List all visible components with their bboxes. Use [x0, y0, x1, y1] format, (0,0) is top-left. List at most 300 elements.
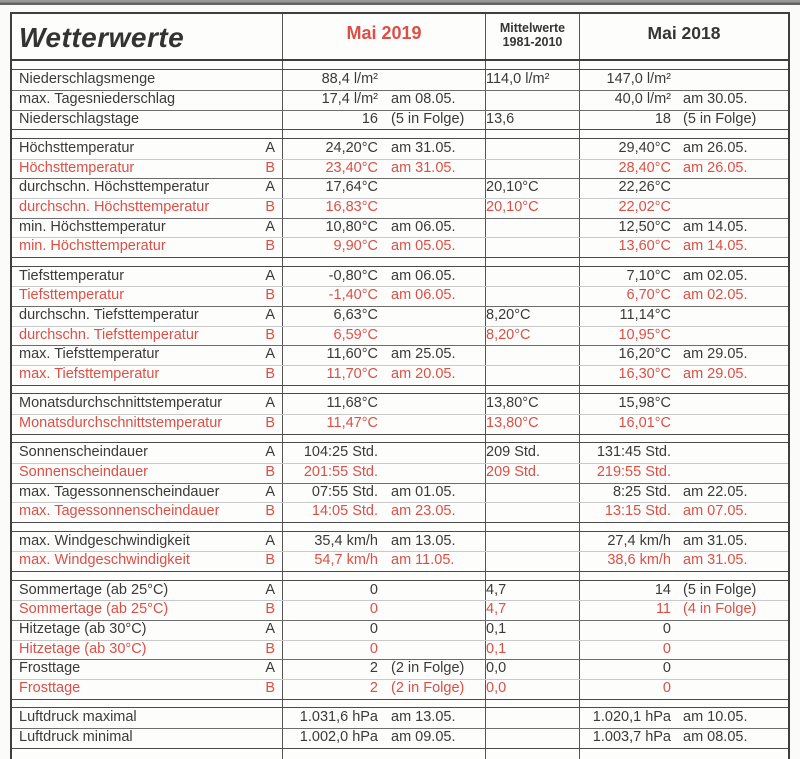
row-label: durchschn. Tiefsttemperatur — [19, 326, 199, 343]
value-2019: 16,83°C — [325, 198, 378, 215]
value-2018: 8:25 Std. — [612, 483, 671, 500]
table-row — [12, 178, 788, 198]
section-spacer — [12, 522, 788, 532]
column-header-mittelwerte — [486, 14, 580, 59]
ab-flag: B — [265, 552, 275, 569]
row-label: Hitzetage (ab 30°C) — [19, 640, 147, 657]
table-row — [12, 159, 788, 179]
ab-flag: B — [265, 414, 275, 431]
spacer-cell — [283, 748, 486, 759]
note-2018: am 14.05. — [683, 238, 748, 255]
table-row — [12, 414, 788, 434]
note-2019: am 01.05. — [391, 483, 456, 500]
value-2018: 219:55 Std. — [596, 464, 671, 481]
spacer-cell — [283, 257, 486, 267]
mittelwerte-cell — [486, 483, 580, 503]
note-2018: am 31.05. — [683, 552, 748, 569]
mai-2019-cell — [283, 326, 486, 346]
parameter-cell — [12, 365, 283, 385]
mai-2019-cell — [283, 198, 486, 218]
ab-flag: A — [265, 621, 275, 638]
value-2019: 1.002,0 hPa — [299, 729, 378, 746]
mai-2018-cell — [580, 267, 788, 287]
value-2019: 35,4 km/h — [314, 532, 378, 549]
mai-2019-cell — [283, 600, 486, 620]
note-2018: am 02.05. — [683, 287, 748, 304]
value-2018: 16,01°C — [618, 414, 671, 431]
parameter-cell — [12, 70, 283, 90]
table-row — [12, 620, 788, 640]
note-2018: am 29.05. — [683, 346, 748, 363]
spacer-cell — [486, 571, 580, 581]
value-2019: 201:55 Std. — [303, 464, 378, 481]
value-2019: 54,7 km/h — [314, 552, 378, 569]
value-2018: 16,30°C — [618, 365, 671, 382]
mai-2019-cell — [283, 110, 486, 130]
table-row — [12, 345, 788, 365]
row-label: durchschn. Tiefsttemperatur — [19, 306, 199, 323]
value-2018: 131:45 Std. — [596, 444, 671, 461]
mittelwerte-cell — [486, 443, 580, 463]
mai-2019-cell — [283, 728, 486, 748]
mai-2019-cell — [283, 365, 486, 385]
mai-2019-cell — [283, 483, 486, 503]
parameter-cell — [12, 110, 283, 130]
mittelwerte-cell — [486, 159, 580, 179]
mai-2019-cell — [283, 463, 486, 483]
parameter-cell — [12, 443, 283, 463]
note-2019: (2 in Folge) — [391, 660, 465, 677]
note-2018: am 26.05. — [683, 159, 748, 176]
parameter-cell — [12, 178, 283, 198]
column-header-mai-2019: Mai 2019 — [283, 14, 486, 59]
table-body — [12, 61, 788, 759]
value-2018: 0 — [662, 660, 671, 677]
ab-flag — [258, 708, 282, 728]
mai-2018-cell — [580, 286, 788, 306]
row-label: Luftdruck minimal — [19, 729, 133, 746]
value-2019: 23,40°C — [325, 159, 378, 176]
row-label: Sonnenscheindauer — [19, 444, 148, 461]
section-spacer — [12, 571, 788, 581]
table-row — [12, 326, 788, 346]
mai-2018-cell — [580, 394, 788, 414]
mai-2018-cell — [580, 139, 788, 159]
value-mittelwerte — [486, 160, 492, 176]
ab-flag — [258, 90, 282, 110]
value-mittelwerte: 209 Std. — [486, 444, 541, 461]
mai-2018-cell — [580, 159, 788, 179]
value-2019: 2 — [369, 660, 378, 677]
ab-flag: B — [265, 503, 275, 520]
row-label: durchschn. Höchsttemperatur — [19, 198, 210, 215]
value-2018: 29,40°C — [618, 140, 671, 157]
note-2019: am 06.05. — [391, 218, 456, 235]
spacer-cell — [283, 699, 486, 709]
mai-2019-cell — [283, 502, 486, 522]
value-mittelwerte: 0,0 — [486, 660, 507, 677]
mittelwerte-cell — [486, 620, 580, 640]
table-row — [12, 483, 788, 503]
table-row — [12, 306, 788, 326]
value-2019: 0 — [369, 601, 378, 618]
value-mittelwerte: 0,0 — [486, 680, 507, 697]
parameter-cell — [12, 345, 283, 365]
mittelwerte-cell — [486, 551, 580, 571]
row-label: Sommertage (ab 25°C) — [19, 581, 169, 598]
ab-flag: B — [265, 287, 275, 304]
note-2019: am 20.05. — [391, 365, 456, 382]
parameter-cell — [12, 218, 283, 238]
parameter-cell — [12, 502, 283, 522]
value-2018: 40,0 l/m² — [614, 90, 671, 107]
mai-2018-cell — [580, 728, 788, 748]
value-2019: 24,20°C — [325, 140, 378, 157]
mittelwerte-cell — [486, 345, 580, 365]
value-mittelwerte: 0,1 — [486, 640, 507, 657]
note-2018: am 07.05. — [683, 503, 748, 520]
mai-2019-cell — [283, 443, 486, 463]
mai-2018-cell — [580, 237, 788, 257]
row-label: Niederschlagstage — [19, 110, 140, 127]
mai-2018-cell — [580, 326, 788, 346]
spacer-cell — [486, 748, 580, 759]
mai-2018-cell — [580, 198, 788, 218]
mittelwerte-cell — [486, 659, 580, 679]
column-header-mai-2018: Mai 2018 — [647, 23, 721, 43]
page-title: Wetterwerte — [12, 14, 283, 59]
ab-flag: B — [265, 464, 275, 481]
ab-flag: A — [265, 306, 275, 323]
spacer-cell — [486, 699, 580, 709]
ab-flag — [258, 728, 282, 748]
note-2019: am 06.05. — [391, 287, 456, 304]
value-mittelwerte: 114,0 l/m² — [486, 71, 550, 88]
note-2018: (5 in Folge) — [683, 581, 757, 598]
ab-flag: B — [265, 326, 275, 343]
row-label: Tiefsttemperatur — [19, 287, 125, 304]
value-mittelwerte — [486, 91, 492, 107]
note-2019: am 05.05. — [391, 238, 456, 255]
value-2018: 10,95°C — [618, 326, 671, 343]
ab-flag: B — [265, 680, 275, 697]
mittelwerte-cell — [486, 90, 580, 110]
note-2019: (5 in Folge) — [391, 110, 465, 127]
value-2018: 0 — [662, 640, 671, 657]
note-2019: (2 in Folge) — [391, 680, 465, 697]
value-2019: -0,80°C — [328, 267, 378, 284]
row-label: max. Tagessonnenscheindauer — [19, 483, 220, 500]
spacer-cell — [12, 61, 283, 71]
table-row — [12, 551, 788, 571]
table-row — [12, 286, 788, 306]
value-2019: 2 — [369, 680, 378, 697]
table-row — [12, 90, 788, 110]
value-2018: 13:15 Std. — [604, 503, 671, 520]
note-2019: am 25.05. — [391, 346, 456, 363]
value-mittelwerte: 209 Std. — [486, 464, 541, 481]
mittelwerte-cell — [486, 679, 580, 699]
mai-2019-cell — [283, 659, 486, 679]
value-2019: 11,68°C — [326, 395, 378, 412]
weather-table — [10, 12, 790, 759]
spacer-cell — [12, 385, 283, 395]
value-2019: 16 — [361, 110, 378, 127]
row-label: max. Tagesniederschlag — [19, 90, 176, 107]
row-label: Höchsttemperatur — [19, 159, 135, 176]
table-row — [12, 198, 788, 218]
parameter-cell — [12, 581, 283, 601]
mittelwerte-cell — [486, 600, 580, 620]
note-2018: (5 in Folge) — [683, 110, 757, 127]
spacer-cell — [486, 129, 580, 139]
row-label: Tiefsttemperatur — [19, 267, 125, 284]
spacer-cell — [580, 61, 788, 71]
mittelwerte-cell — [486, 286, 580, 306]
scan-page-edge — [0, 0, 800, 5]
note-2018: am 29.05. — [683, 365, 748, 382]
note-2018: am 10.05. — [683, 709, 748, 726]
parameter-cell — [12, 728, 283, 748]
section-spacer — [12, 385, 788, 395]
mai-2018-cell — [580, 218, 788, 238]
spacer-cell — [12, 434, 283, 444]
parameter-cell — [12, 90, 283, 110]
value-2019: 17,4 l/m² — [321, 90, 378, 107]
mai-2019-cell — [283, 286, 486, 306]
note-2019: am 13.05. — [391, 709, 456, 726]
table-row — [12, 70, 788, 90]
note-2018: am 02.05. — [683, 267, 748, 284]
row-label: Niederschlagsmenge — [19, 71, 156, 88]
value-mittelwerte — [486, 552, 492, 568]
row-label: Sommertage (ab 25°C) — [19, 601, 169, 618]
value-mittelwerte: 4,7 — [486, 601, 507, 618]
spacer-cell — [12, 748, 283, 759]
ab-flag: A — [265, 267, 275, 284]
note-2018: am 22.05. — [683, 483, 748, 500]
value-2018: 11,14°C — [619, 306, 671, 323]
note-2018: am 08.05. — [683, 729, 748, 746]
ab-flag: A — [265, 140, 275, 157]
value-2019: 11,47°C — [326, 414, 378, 431]
mai-2018-cell — [580, 483, 788, 503]
mai-2018-cell — [580, 90, 788, 110]
row-label: durchschn. Höchsttemperatur — [19, 179, 210, 196]
value-2019: 0 — [369, 581, 378, 598]
mittelwerte-cell — [486, 532, 580, 552]
mittelwerte-cell — [486, 414, 580, 434]
mittelwerte-cell — [486, 139, 580, 159]
table-row — [12, 218, 788, 238]
value-2018: 13,60°C — [618, 238, 671, 255]
mai-2019-cell — [283, 267, 486, 287]
spacer-cell — [486, 434, 580, 444]
value-2018: 1.020,1 hPa — [592, 709, 671, 726]
ab-flag: A — [265, 346, 275, 363]
row-label: max. Windgeschwindigkeit — [19, 532, 190, 549]
parameter-cell — [12, 414, 283, 434]
mai-2019-cell — [283, 640, 486, 660]
ab-flag: B — [265, 238, 275, 255]
mai-2019-cell — [283, 394, 486, 414]
value-mittelwerte — [486, 366, 492, 382]
value-2019: 0 — [369, 640, 378, 657]
value-mittelwerte — [486, 346, 492, 362]
spacer-cell — [580, 522, 788, 532]
note-2018: am 14.05. — [683, 218, 748, 235]
parameter-cell — [12, 306, 283, 326]
parameter-cell — [12, 237, 283, 257]
section-spacer — [12, 129, 788, 139]
value-2019: 10,80°C — [325, 218, 378, 235]
mai-2018-cell — [580, 178, 788, 198]
ab-flag — [258, 110, 282, 130]
mai-2019-cell — [283, 414, 486, 434]
row-label: Höchsttemperatur — [19, 140, 135, 157]
mai-2019-cell — [283, 306, 486, 326]
spacer-cell — [486, 61, 580, 71]
parameter-cell — [12, 551, 283, 571]
spacer-cell — [12, 699, 283, 709]
table-row — [12, 237, 788, 257]
row-label: max. Tiefsttemperatur — [19, 365, 160, 382]
mai-2019-cell — [283, 679, 486, 699]
mittelwerte-cell — [486, 237, 580, 257]
mai-2018-cell — [580, 463, 788, 483]
ab-flag: A — [265, 218, 275, 235]
value-2019: 88,4 l/m² — [321, 71, 378, 88]
mittelwerte-cell — [486, 708, 580, 728]
note-2019: am 31.05. — [391, 159, 456, 176]
value-2018: 22,02°C — [618, 198, 671, 215]
mittelwerte-cell — [486, 502, 580, 522]
parameter-cell — [12, 286, 283, 306]
value-2019: 0 — [369, 621, 378, 638]
note-2019: am 11.05. — [391, 552, 455, 569]
row-label: Monatsdurchschnittstemperatur — [19, 414, 223, 431]
value-mittelwerte — [486, 533, 492, 549]
ab-flag: B — [265, 365, 275, 382]
spacer-cell — [580, 257, 788, 267]
value-2018: 27,4 km/h — [607, 532, 671, 549]
spacer-cell — [486, 385, 580, 395]
value-2019: 17,64°C — [325, 179, 378, 196]
table-row — [12, 728, 788, 748]
parameter-cell — [12, 139, 283, 159]
mai-2018-cell — [580, 581, 788, 601]
row-label: Frosttage — [19, 660, 81, 677]
spacer-cell — [283, 434, 486, 444]
value-mittelwerte: 20,10°C — [486, 198, 539, 215]
mai-2019-cell — [283, 532, 486, 552]
value-2019: 14:05 Std. — [311, 503, 378, 520]
parameter-cell — [12, 463, 283, 483]
ab-flag: A — [265, 179, 275, 196]
table-row — [12, 443, 788, 463]
value-2019: 9,90°C — [333, 238, 378, 255]
row-label: min. Höchsttemperatur — [19, 238, 166, 255]
value-mittelwerte: 4,7 — [486, 581, 507, 598]
parameter-cell — [12, 640, 283, 660]
table-row — [12, 394, 788, 414]
mai-2018-cell — [580, 679, 788, 699]
spacer-cell — [580, 748, 788, 759]
section-spacer — [12, 748, 788, 759]
row-label: min. Höchsttemperatur — [19, 218, 166, 235]
value-2018: 6,70°C — [626, 287, 671, 304]
mittelwerte-cell — [486, 267, 580, 287]
value-mittelwerte — [486, 140, 492, 156]
mai-2018-cell — [580, 532, 788, 552]
value-2018: 14 — [654, 581, 671, 598]
value-mittelwerte — [486, 503, 492, 519]
value-2018: 147,0 l/m² — [606, 71, 671, 88]
ab-flag: A — [265, 483, 275, 500]
value-2019: 11,70°C — [326, 365, 378, 382]
mai-2019-cell — [283, 159, 486, 179]
table-row — [12, 502, 788, 522]
note-2018: (4 in Folge) — [683, 601, 757, 618]
mai-2019-cell — [283, 708, 486, 728]
mai-2018-cell — [580, 345, 788, 365]
spacer-cell — [580, 434, 788, 444]
table-row — [12, 659, 788, 679]
row-label: Hitzetage (ab 30°C) — [19, 621, 147, 638]
spacer-cell — [486, 522, 580, 532]
mai-2018-cell — [580, 306, 788, 326]
note-2019: am 31.05. — [391, 140, 456, 157]
mai-2018-cell — [580, 443, 788, 463]
ab-flag: B — [265, 198, 275, 215]
mai-2018-cell — [580, 110, 788, 130]
value-mittelwerte — [486, 484, 492, 500]
note-2019: am 09.05. — [391, 729, 456, 746]
parameter-cell — [12, 267, 283, 287]
table-row — [12, 463, 788, 483]
section-spacer — [12, 61, 788, 71]
value-2018: 16,20°C — [618, 346, 671, 363]
table-row — [12, 110, 788, 130]
value-mittelwerte — [486, 287, 492, 303]
mai-2018-cell — [580, 620, 788, 640]
mittelwerte-cell — [486, 394, 580, 414]
value-2018: 7,10°C — [626, 267, 671, 284]
note-2019: am 08.05. — [391, 90, 456, 107]
mittelwerte-cell — [486, 640, 580, 660]
row-label: Sonnenscheindauer — [19, 464, 148, 481]
value-2019: 6,59°C — [333, 326, 378, 343]
parameter-cell — [12, 620, 283, 640]
row-label: Luftdruck maximal — [19, 709, 137, 726]
value-mittelwerte — [486, 729, 492, 745]
mittelwerte-cell — [486, 306, 580, 326]
mai-2019-cell — [283, 551, 486, 571]
value-mittelwerte: 0,1 — [486, 621, 507, 638]
value-2018: 28,40°C — [618, 159, 671, 176]
table-row — [12, 600, 788, 620]
parameter-cell — [12, 326, 283, 346]
spacer-cell — [580, 571, 788, 581]
table-row — [12, 708, 788, 728]
value-mittelwerte: 13,80°C — [486, 414, 539, 431]
parameter-cell — [12, 659, 283, 679]
mai-2018-cell — [580, 708, 788, 728]
value-mittelwerte: 8,20°C — [486, 326, 531, 343]
parameter-cell — [12, 532, 283, 552]
mai-2018-cell — [580, 600, 788, 620]
value-mittelwerte: 8,20°C — [486, 306, 531, 323]
